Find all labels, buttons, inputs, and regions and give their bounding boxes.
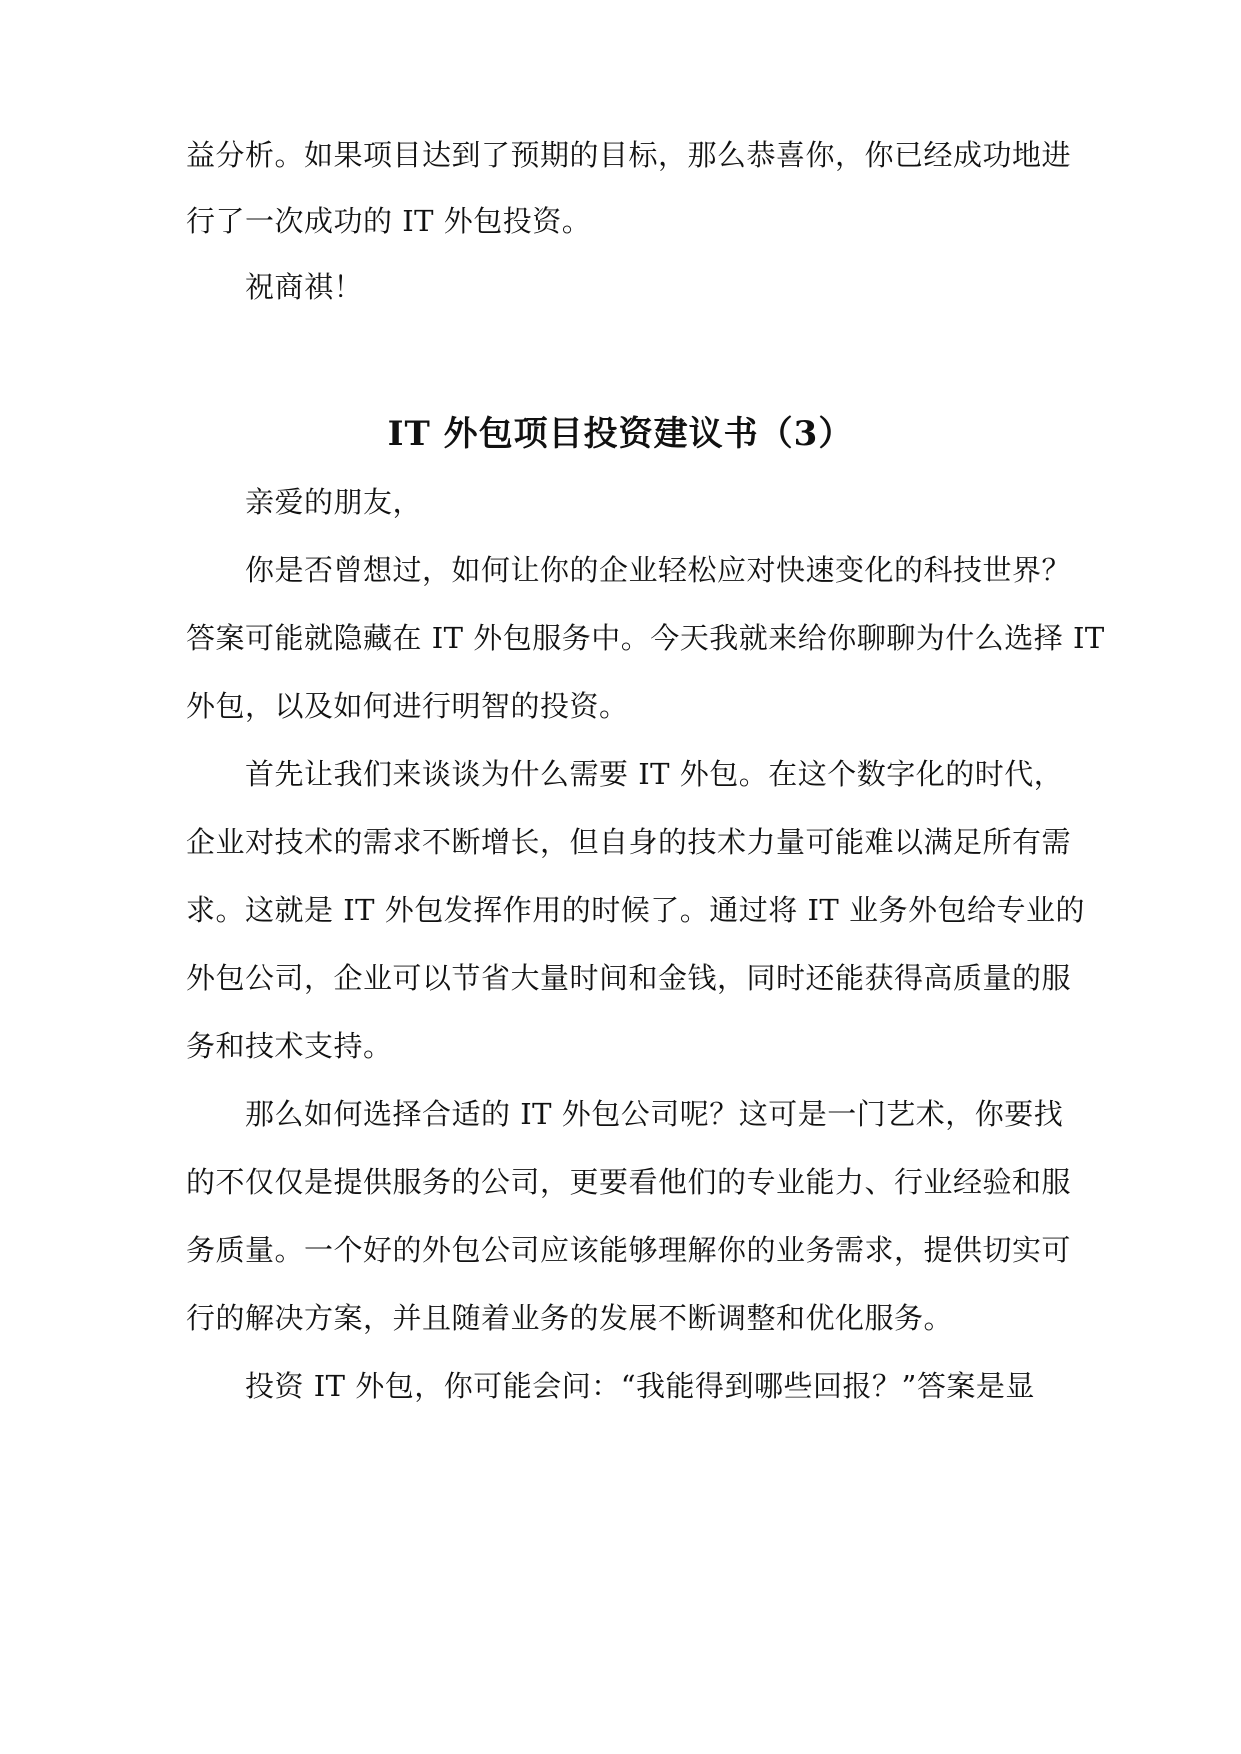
paragraph-line: 求。这就是 IT 外包发挥作用的时候了。通过将 IT 业务外包给专业的: [186, 893, 1085, 927]
closing-line: 祝商祺！: [245, 270, 364, 304]
paragraph-line: 益分析。如果项目达到了预期的目标，那么恭喜你，你已经成功地进: [186, 138, 1072, 172]
paragraph-line: 的不仅仅是提供服务的公司，更要看他们的专业能力、行业经验和服: [186, 1165, 1072, 1199]
paragraph-line: 外包公司，企业可以节省大量时间和金钱，同时还能获得高质量的服: [186, 961, 1072, 995]
paragraph-line: 答案可能就隐藏在 IT 外包服务中。今天我就来给你聊聊为什么选择 IT: [186, 621, 1105, 655]
paragraph-line: 首先让我们来谈谈为什么需要 IT 外包。在这个数字化的时代，: [245, 757, 1064, 791]
paragraph-line: 那么如何选择合适的 IT 外包公司呢？这可是一门艺术，你要找: [245, 1097, 1064, 1131]
paragraph-line: 务和技术支持。: [186, 1029, 393, 1063]
paragraph-line: 行了一次成功的 IT 外包投资。: [186, 204, 592, 238]
document-title: IT 外包项目投资建议书（3）: [387, 414, 854, 454]
paragraph-line: 务质量。一个好的外包公司应该能够理解你的业务需求，提供切实可: [186, 1233, 1072, 1267]
paragraph-line: 行的解决方案，并且随着业务的发展不断调整和优化服务。: [186, 1301, 954, 1335]
paragraph-line: 你是否曾想过，如何让你的企业轻松应对快速变化的科技世界？: [245, 553, 1072, 587]
paragraph-line: 外包，以及如何进行明智的投资。: [186, 689, 629, 723]
paragraph-line: 企业对技术的需求不断增长，但自身的技术力量可能难以满足所有需: [186, 825, 1072, 859]
paragraph-line: 投资 IT 外包，你可能会问：“我能得到哪些回报？”答案是显: [245, 1369, 1035, 1403]
greeting-line: 亲爱的朋友，: [245, 485, 423, 519]
